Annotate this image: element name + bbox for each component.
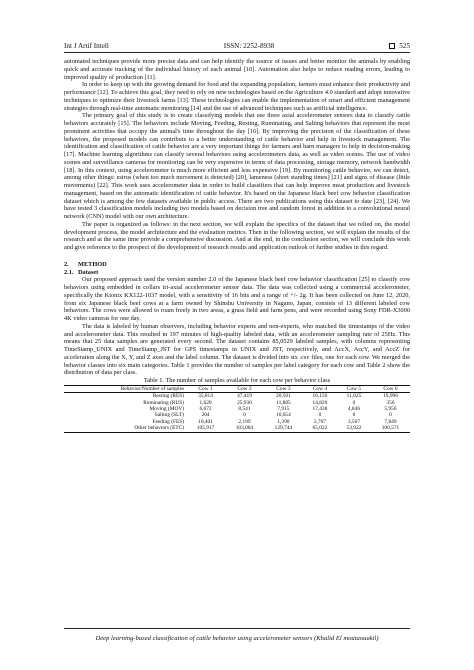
- samples-table: [64, 385, 410, 433]
- subsection-heading: [64, 269, 410, 277]
- header-rule: [64, 52, 410, 53]
- table-cell: 103,084: [225, 425, 264, 432]
- table-cell: 35,814: [198, 393, 213, 400]
- table-cell: 11,805: [276, 399, 291, 406]
- column-header: Cow 3: [264, 385, 303, 392]
- table-cell: 204: [201, 412, 210, 419]
- table-cell: 0: [389, 412, 392, 419]
- table-cell: 0: [352, 399, 356, 406]
- table-cell: 0: [352, 412, 356, 419]
- table-cell: 10,654: [276, 412, 291, 419]
- column-header: Cow 6: [371, 385, 410, 392]
- table-cell: Resting (RES): [152, 393, 185, 400]
- table-caption: Table 1. The number of samples available for each cow per behavior class: [143, 377, 331, 384]
- table-cell: Ruminating (RUS): [143, 399, 185, 406]
- table-cell: 47,419: [237, 393, 252, 400]
- journal-name: Int J Artif Intell: [64, 42, 109, 50]
- paragraph: The primary goal of this study is to create classifying models that use three axial accelerometer sensors data to classify cattle behaviors accurately [15]. The behaviors include Moving, Feeding, Resting, Ruminating, and Salting behaviors that represent the most prominent activities that occupy the animal's time throughout the day [16]. By improving the precision of the classification of these behaviors, the proposed models can contribute to a better understanding of cattle behavior and help in livestock management. The identification and classification of cattle behavior are a very important things for farmers and barn managers to help in decision-making [17]. Machine learning algorithms can classify several behaviors using accelerometers data, as well as video scenes. The use of video scenes and surveillance cameras for monitoring can be very expensive in terms of data processing, storage memory, network bandwidth [18]. In this context, using accelerometer is much more efficient and less expensive [19]. By monitoring cattle behavior, we can detect, among other things: estrus (when too much movement is detected) [20], lameness (short standing times) [21] and signs of disease (little movements) [22]. This work uses accelerometer data in order to build classifiers that can help improve meat production and livestock management, based on the automatic identification of cattle behavior. It's based on the Japanese black beef cow behavior classification dataset which is among the few datasets available in public access. There are two publications using this dataset to date [23], [24]. We have tested 3 classification models including two models based on decision tree and random forest in addition to a convolutional neural network (CNN) model with our own architecture.: [64, 112, 410, 220]
- table-cell: Other behaviors (ETC): [64, 425, 186, 432]
- paragraph: The data is labeled by human observers, including behavior experts and non-experts, who matched the timestamps of the video and accelerometer data. This resulted in 197 minutes of high-quality labeled data, with an accelerometer sampling rate of 25Hz. This means that 25 data samples are generated every second. The dataset contains 85,0529 labeled samples, with columns representing TimeStamp_UNIX and TimeStamp_JST for GPS timestamps in UNIX and JST, respectively, and AccX, AccY, and AccZ for acceleration along the X, Y, and Z axes and the label column. The dataset is divided into six .csv files, one for each cow. We merged the behavior classes into six main categories. Table 1 provides the number of samples per label category for each cow and Table 2 show the distribution of data per class.: [64, 322, 410, 377]
- table-cell: 0: [318, 412, 322, 419]
- paragraph: automated techniques provide more precise data and can help identify the source of issues and better monitor the animals by enabling quick and accurate tracking of the individual history of each animal [10]. Automation also helps to reduce reading errors, leading to improved quality of production [11].: [64, 58, 410, 81]
- subsection-number: 2.1.: [64, 268, 74, 276]
- table-cell: 7,849: [384, 418, 397, 425]
- table-cell: 1,390: [277, 418, 290, 425]
- running-header: [64, 42, 410, 50]
- table-cell: 8,541: [238, 405, 251, 412]
- table-cell: 16,150: [312, 393, 328, 400]
- paragraph: In order to keep up with the growing demand for food and the expanding population, farmers must enhance their productivity and performance [12]. To achieve this goal, they need to rely on new technologies based on the Agriculture 4.0 standard and adopt innovative techniques to optimize their livestock farms [13]. These technologies can enable the implementation of smart and efficient management strategies through real-time automatic monitoring [14] and the use of advanced techniques such as artificial intelligence.: [64, 81, 411, 112]
- paragraph: The paper is organized as follows: in the next section, we will explain the specifics of the dataset that we relied on, the model development process, the model architecture and the evaluation metrics. Then in the following section, we will explain the results of the research and at the same time provide a comprehensive discussion. And at the end, in the conclusion section, we will conclude this work and give reference to the prospect of the development of research results and application outlook of further studies in this regard.: [64, 220, 410, 251]
- table-cell: 5,956: [384, 405, 397, 412]
- table-cell: 0: [243, 412, 246, 419]
- table-cell: Salting (SLT): [154, 412, 185, 419]
- table-cell: 2,199: [238, 418, 251, 425]
- page-number: 525: [399, 42, 410, 50]
- table-cell: 65,022: [303, 425, 337, 432]
- table-header-row: [64, 385, 410, 392]
- column-header: Behavior/Number of samples: [64, 385, 186, 392]
- table-cell: 1,620: [199, 399, 212, 406]
- table-cell: Feeding (FES): [152, 418, 185, 425]
- table-cell: 2,707: [313, 418, 326, 425]
- column-header: Cow 2: [225, 385, 264, 392]
- table-cell: 100,571: [371, 425, 410, 432]
- table-cell: Moving (MOV): [149, 405, 185, 412]
- table-row: [64, 393, 410, 400]
- table-cell: 17,438: [312, 405, 328, 412]
- section-heading: [64, 261, 410, 269]
- table-cell: 14,820: [312, 399, 328, 406]
- column-header: Cow 5: [337, 385, 371, 392]
- paragraph: Our proposed approach used the version number 2.0 of the Japanese black beef cow behavior classification [25] to classify cow behaviors using embedded in collars tri-axial accelerometer sensor data. The data was collected using a commercial accelerometer, specifically the Kionix KX122-1037 model, with a sensitivity of 16 bits and a range of +/- 2g. It has been collected on June 12, 2020, from six Japanese black beef cows at a farm owned by Shinshu University in Nagano, Japan, consists of 13 different labeled cow behaviors. The cows were allowed to roam freely in two areas, a grass field and farm pens, and were recorded using Sony FDR-X3000 4K video cameras for one day.: [64, 276, 410, 322]
- page-number-group: [389, 42, 410, 50]
- subsection-title: Dataset: [78, 268, 99, 276]
- footer-rule: [64, 628, 410, 629]
- table-cell: 20,501: [276, 393, 291, 400]
- table-cell: 53,922: [337, 425, 371, 432]
- table-cell: 10,401: [198, 418, 213, 425]
- issn: ISSN: 2252-8938: [223, 42, 275, 50]
- table-cell: 19,996: [383, 393, 398, 400]
- column-header: Cow 4: [303, 385, 337, 392]
- section-number: 2.: [64, 260, 69, 268]
- section-title: METHOD: [78, 260, 107, 268]
- table-cell: 11,025: [346, 393, 362, 400]
- table-cell: 356: [386, 399, 395, 406]
- table-cell: 25,930: [237, 399, 252, 406]
- table-cell: 6,672: [199, 405, 212, 412]
- page-body: [64, 58, 410, 433]
- table-row: [64, 425, 410, 432]
- table-cell: 7,915: [277, 405, 290, 412]
- table-cell: 105,917: [186, 425, 225, 432]
- running-footer: Deep learning-based classification of cattle behavior using accelerometer sensors (Khalid El moutaouakil): [95, 635, 379, 642]
- table-cell: 129,744: [264, 425, 303, 432]
- table-cell: 3,567: [347, 418, 361, 425]
- column-header: Cow 1: [186, 385, 225, 392]
- square-icon: [389, 43, 395, 49]
- table-cell: 4,846: [347, 405, 361, 412]
